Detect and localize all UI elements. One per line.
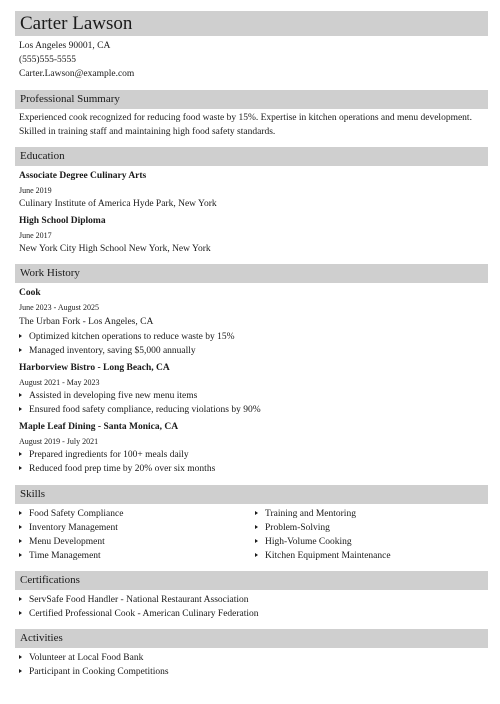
job-dates: August 2021 - May 2023 xyxy=(19,378,100,387)
contact-phone: (555)555-5555 xyxy=(19,55,76,65)
job-title: Maple Leaf Dining - Santa Monica, CA xyxy=(19,422,179,432)
list-item xyxy=(19,345,196,358)
summary-text-line2: Skilled in training staff and maintaining high food safety standards. xyxy=(19,127,276,137)
list-item xyxy=(255,508,356,521)
job-bullet: Prepared ingredients for 100+ meals daily xyxy=(29,450,189,460)
bullet-icon xyxy=(19,669,22,673)
education-heading: Education xyxy=(15,147,488,166)
bullet-icon xyxy=(19,452,22,456)
skill-item: High-Volume Cooking xyxy=(265,537,352,547)
list-item xyxy=(19,666,169,679)
list-item xyxy=(19,390,197,403)
contact-email: Carter.Lawson@example.com xyxy=(19,69,135,79)
skill-item: Time Management xyxy=(29,551,101,561)
work-history-heading: Work History xyxy=(15,264,488,283)
job-bullet: Managed inventory, saving $5,000 annually xyxy=(29,346,196,356)
list-item xyxy=(19,550,101,563)
list-item xyxy=(19,463,215,476)
job-bullet: Ensured food safety compliance, reducing violations by 90% xyxy=(29,405,261,415)
bullet-icon xyxy=(19,611,22,615)
skill-item: Kitchen Equipment Maintenance xyxy=(265,551,391,561)
skill-item: Problem-Solving xyxy=(265,523,330,533)
bullet-icon xyxy=(255,525,258,529)
education-degree: High School Diploma xyxy=(19,216,106,226)
education-degree: Associate Degree Culinary Arts xyxy=(19,171,147,181)
skills-heading: Skills xyxy=(15,485,488,504)
job-employer: The Urban Fork - Los Angeles, CA xyxy=(19,317,154,327)
list-item xyxy=(255,550,391,563)
list-item xyxy=(19,652,143,665)
job-dates: June 2023 - August 2025 xyxy=(19,303,99,312)
bullet-icon xyxy=(19,466,22,470)
bullet-icon xyxy=(19,511,22,515)
activity-item: Participant in Cooking Competitions xyxy=(29,667,169,677)
activity-item: Volunteer at Local Food Bank xyxy=(29,653,144,663)
bullet-icon xyxy=(19,597,22,601)
job-bullet: Assisted in developing five new menu items xyxy=(29,391,198,401)
bullet-icon xyxy=(255,553,258,557)
job-bullet: Optimized kitchen operations to reduce waste by 15% xyxy=(29,332,235,342)
bullet-icon xyxy=(19,407,22,411)
education-date: June 2019 xyxy=(19,186,52,195)
list-item xyxy=(19,522,118,535)
activities-heading: Activities xyxy=(15,629,488,648)
bullet-icon xyxy=(19,334,22,338)
bullet-icon xyxy=(19,655,22,659)
list-item xyxy=(19,404,261,417)
skill-item: Training and Mentoring xyxy=(265,509,356,519)
bullet-icon xyxy=(19,539,22,543)
job-title: Cook xyxy=(19,288,41,298)
contact-address: Los Angeles 90001, CA xyxy=(19,41,111,51)
skill-item: Food Safety Compliance xyxy=(29,509,124,519)
certification-item: Certified Professional Cook - American Culinary Federation xyxy=(29,609,259,619)
list-item xyxy=(19,449,189,462)
job-dates: August 2019 - July 2021 xyxy=(19,437,99,446)
bullet-icon xyxy=(19,553,22,557)
list-item xyxy=(19,536,105,549)
list-item xyxy=(19,594,249,607)
job-title: Harborview Bistro - Long Beach, CA xyxy=(19,363,170,373)
education-school: New York City High School New York, New York xyxy=(19,244,211,254)
list-item xyxy=(19,508,123,521)
candidate-name: Carter Lawson xyxy=(15,11,488,36)
certification-item: ServSafe Food Handler - National Restaurant Association xyxy=(29,595,249,605)
bullet-icon xyxy=(19,348,22,352)
bullet-icon xyxy=(255,539,258,543)
list-item xyxy=(19,331,235,344)
summary-heading: Professional Summary xyxy=(15,90,488,109)
job-bullet: Reduced food prep time by 20% over six months xyxy=(29,464,216,474)
bullet-icon xyxy=(19,525,22,529)
bullet-icon xyxy=(255,511,258,515)
skill-item: Inventory Management xyxy=(29,523,118,533)
certifications-heading: Certifications xyxy=(15,571,488,590)
education-date: June 2017 xyxy=(19,231,52,240)
summary-text-line1: Experienced cook recognized for reducing food waste by 15%. Expertise in kitchen operations and menu development. xyxy=(19,113,472,123)
list-item xyxy=(19,608,259,621)
list-item xyxy=(255,522,330,535)
list-item xyxy=(255,536,352,549)
education-school: Culinary Institute of America Hyde Park, New York xyxy=(19,199,217,209)
skill-item: Menu Development xyxy=(29,537,105,547)
bullet-icon xyxy=(19,393,22,397)
